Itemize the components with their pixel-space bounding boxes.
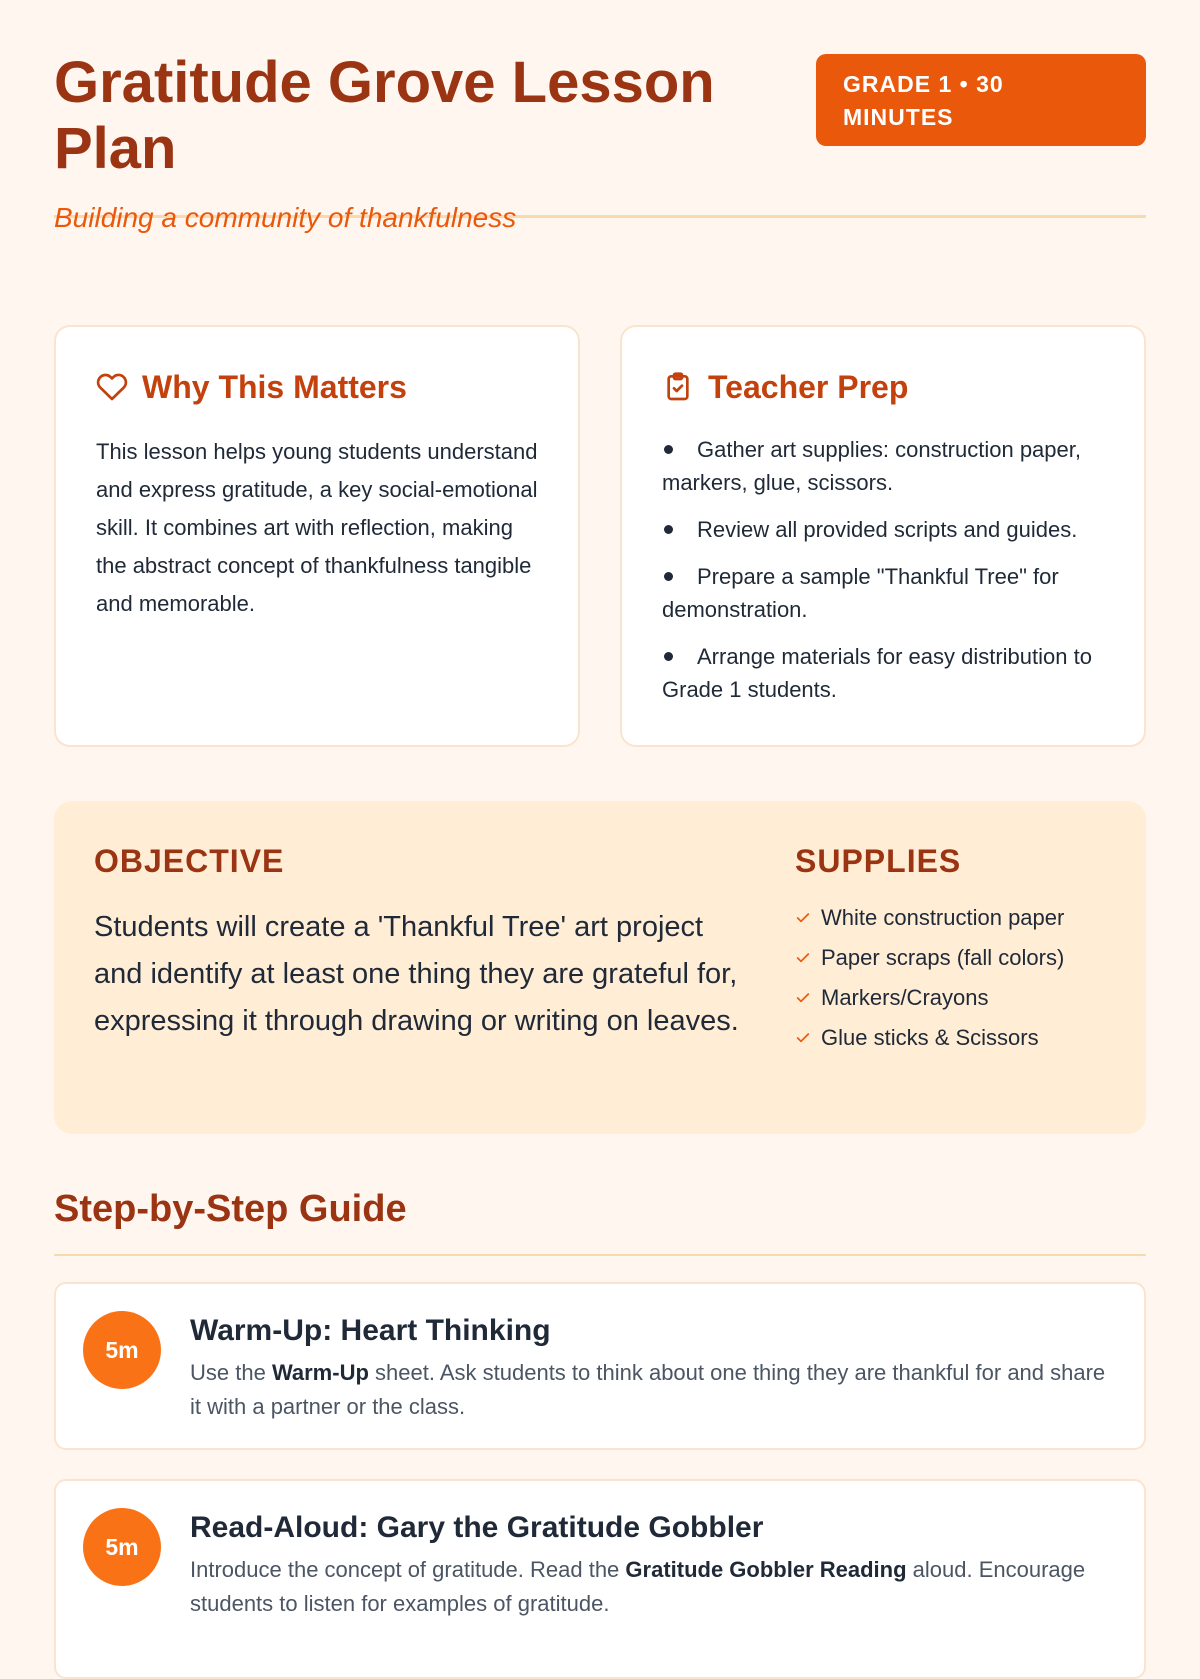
prep-card-header	[662, 367, 1104, 407]
supply-item-text: Glue sticks & Scissors	[821, 1025, 1039, 1050]
why-card-body: This lesson helps young students understand and express gratitude, a key social-emotional skill. It combines art with reflection, making the abstract concept of thankfulness tangible and memorable.	[96, 439, 538, 616]
list-item	[795, 898, 1115, 938]
step-description	[190, 1356, 1120, 1424]
supplies-section	[795, 843, 1115, 1058]
step-title: Read-Aloud: Gary the Gratitude Gobbler	[190, 1511, 764, 1544]
teacher-prep-card	[620, 325, 1146, 747]
step-content	[190, 1314, 1120, 1424]
step-description	[190, 1553, 1120, 1621]
prep-item-text: Review all provided scripts and guides.	[697, 517, 1078, 542]
objective-supplies-panel	[54, 801, 1146, 1134]
step-desc-text: aloud. Encourage students to listen for examples of gratitude.	[190, 1557, 1086, 1616]
supply-item-text: Markers/Crayons	[821, 985, 989, 1010]
why-this-matters-card	[54, 325, 580, 747]
prep-list	[662, 433, 1104, 706]
step-card	[54, 1479, 1146, 1679]
page-subtitle: Building a community of thankfulness	[54, 202, 517, 233]
supply-item-text: Paper scraps (fall colors)	[821, 945, 1065, 970]
list-item	[662, 433, 1104, 499]
why-card-header	[96, 367, 538, 407]
bullet-icon	[664, 525, 673, 534]
list-item	[795, 938, 1115, 978]
list-item	[795, 1018, 1115, 1058]
checkmark-icon	[795, 990, 811, 1006]
supply-list	[795, 898, 1115, 1058]
prep-item-text: Prepare a sample "Thankful Tree" for demonstration.	[662, 564, 1059, 622]
heart-icon	[96, 371, 128, 403]
prep-item-text: Arrange materials for easy distribution to Grade 1 students.	[662, 644, 1092, 702]
grade-duration-badge: GRADE 1 • 30 MINUTES	[816, 54, 1146, 146]
bullet-icon	[664, 572, 673, 581]
prep-card-title: Teacher Prep	[708, 368, 909, 405]
step-desc-text: sheet. Ask students to think about one thing they are thankful for and share it with a partner or the class.	[190, 1360, 1106, 1419]
list-item	[795, 978, 1115, 1018]
objective-section	[94, 843, 754, 1045]
bullet-icon	[664, 652, 673, 661]
objective-heading: OBJECTIVE	[94, 843, 285, 879]
list-item	[662, 560, 1104, 626]
clipboard-check-icon	[662, 371, 694, 403]
bullet-icon	[664, 445, 673, 454]
checkmark-icon	[795, 910, 811, 926]
supplies-heading: SUPPLIES	[795, 843, 962, 879]
header	[54, 0, 1146, 233]
step-desc-text: Use the	[190, 1360, 272, 1385]
guide-heading: Step-by-Step Guide	[54, 1188, 1146, 1256]
objective-text: Students will create a 'Thankful Tree' art project and identify at least one thing they are grateful for, expressing it through drawing or writing on leaves.	[94, 911, 739, 1037]
step-duration-badge: 5m	[83, 1311, 161, 1389]
step-desc-bold: Gratitude Gobbler Reading	[625, 1557, 907, 1582]
page-title: Gratitude Grove Lesson Plan	[54, 50, 715, 181]
step-desc-text: Introduce the concept of gratitude. Read the	[190, 1557, 626, 1582]
step-desc-bold: Warm-Up	[271, 1360, 369, 1385]
step-card	[54, 1282, 1146, 1450]
list-item	[662, 640, 1104, 706]
why-card-title: Why This Matters	[142, 368, 407, 405]
checkmark-icon	[795, 1030, 811, 1046]
step-duration-badge: 5m	[83, 1508, 161, 1586]
supply-item-text: White construction paper	[821, 905, 1065, 930]
prep-item-text: Gather art supplies: construction paper, markers, glue, scissors.	[662, 437, 1081, 495]
checkmark-icon	[795, 950, 811, 966]
step-content	[190, 1511, 1120, 1621]
step-title: Warm-Up: Heart Thinking	[190, 1314, 551, 1347]
info-cards	[54, 325, 1146, 747]
list-item	[662, 513, 1104, 546]
